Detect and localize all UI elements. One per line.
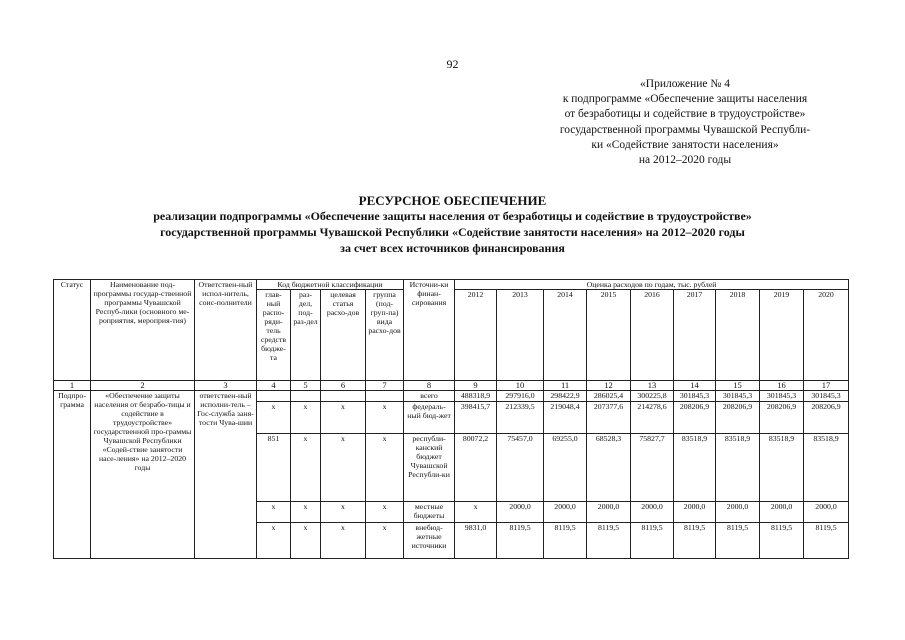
- column-number: 5: [291, 381, 321, 391]
- column-number: 12: [587, 381, 631, 391]
- column-number: 1: [54, 381, 91, 391]
- appendix-header: [520, 77, 850, 168]
- document-subtitle: за счет всех источников финансирования: [340, 241, 565, 255]
- cell-csr: x: [321, 434, 366, 502]
- cell-value: 297916,0: [497, 391, 544, 402]
- cell-value: 208206,9: [804, 402, 849, 434]
- cell-value: 2000,0: [760, 502, 804, 523]
- cell-value: 286025,4: [587, 391, 631, 402]
- header-estimate: Оценка расходов по годам, тыс. рублей: [455, 280, 849, 290]
- column-number: 16: [760, 381, 804, 391]
- header-csr: целевая статья расхо-дов: [321, 290, 366, 381]
- cell-grbs: x: [257, 523, 291, 559]
- table-header-row: [54, 280, 849, 290]
- document-subtitle: реализации подпрограммы «Обеспечение защиты населения от безработицы и содействие в трудоустройстве»: [153, 209, 752, 223]
- cell-source: всего: [404, 391, 455, 402]
- cell-rzpr: x: [291, 502, 321, 523]
- cell-value: 83518,9: [716, 434, 760, 502]
- header-grbs: глав-ный распо-ряди-тель средств бюдже-та: [257, 290, 291, 381]
- cell-value: 75827,7: [631, 434, 674, 502]
- cell-rzpr: x: [291, 402, 321, 434]
- cell-grbs: x: [257, 502, 291, 523]
- cell-csr: x: [321, 523, 366, 559]
- header-year: 2018: [716, 290, 760, 381]
- header-sources: Источни-ки финан-сирования: [404, 280, 455, 381]
- cell-value: 2000,0: [716, 502, 760, 523]
- cell-value: 301845,3: [716, 391, 760, 402]
- cell-value: 298422,9: [544, 391, 587, 402]
- cell-value: 8119,5: [544, 523, 587, 559]
- cell-vr: x: [366, 434, 404, 502]
- header-year: 2012: [455, 290, 497, 381]
- header-name: Наименование под-программы государ-ственной программы Чувашской Респуб-лики (основного ме-роприятия, мероприя-тия): [91, 280, 195, 381]
- program-responsible: ответствен-ный исполни-тель – Гос-служба заня-тости Чува-шии: [195, 391, 257, 559]
- column-number: 6: [321, 381, 366, 391]
- column-number: 15: [716, 381, 760, 391]
- cell-value: 2000,0: [587, 502, 631, 523]
- cell-value: 301845,3: [760, 391, 804, 402]
- header-year: 2019: [760, 290, 804, 381]
- resource-table: [53, 279, 849, 559]
- column-number: 7: [366, 381, 404, 391]
- cell-value: 2000,0: [497, 502, 544, 523]
- column-number: 2: [91, 381, 195, 391]
- cell-value: 80072,2: [455, 434, 497, 502]
- header-year: 2013: [497, 290, 544, 381]
- header-responsible: Ответствен-ный испол-нитель, соис-полнители: [195, 280, 257, 381]
- column-number: 4: [257, 381, 291, 391]
- cell-value: 8119,5: [716, 523, 760, 559]
- header-status: Статус: [54, 280, 91, 381]
- column-number: 3: [195, 381, 257, 391]
- cell-vr: x: [366, 523, 404, 559]
- cell-value: 208206,9: [674, 402, 716, 434]
- appendix-line: к подпрограмме «Обеспечение защиты населения: [562, 93, 808, 106]
- cell-source: внебюд-жетные источники: [404, 523, 455, 559]
- column-number: 14: [674, 381, 716, 391]
- cell-value: 212339,5: [497, 402, 544, 434]
- header-rzpr: раз-дел, под-раз-дел: [291, 290, 321, 381]
- cell-value: 8119,5: [804, 523, 849, 559]
- cell-source: местные бюджеты: [404, 502, 455, 523]
- cell-value: x: [455, 502, 497, 523]
- page-number: 92: [446, 57, 459, 71]
- cell-rzpr: [291, 391, 321, 402]
- cell-value: 75457,0: [497, 434, 544, 502]
- column-number-row: [54, 381, 849, 391]
- header-year: 2017: [674, 290, 716, 381]
- cell-value: 214278,6: [631, 402, 674, 434]
- cell-value: 208206,9: [716, 402, 760, 434]
- appendix-line: «Приложение № 4: [640, 78, 730, 90]
- appendix-line: на 2012–2020 годы: [638, 154, 732, 167]
- cell-value: 301845,3: [804, 391, 849, 402]
- document-subtitle: государственной программы Чувашской Республики «Содействие занятости населения» на 2012–2020 годы: [160, 225, 745, 239]
- document-title: РЕСУРСНОЕ ОБЕСПЕЧЕНИЕ: [358, 193, 547, 208]
- column-number: 8: [404, 381, 455, 391]
- cell-source: федераль-ный бюд-жет: [404, 402, 455, 434]
- header-year: 2014: [544, 290, 587, 381]
- cell-value: 2000,0: [674, 502, 716, 523]
- cell-value: 9831,0: [455, 523, 497, 559]
- cell-value: 2000,0: [544, 502, 587, 523]
- header-year: 2015: [587, 290, 631, 381]
- cell-value: 83518,9: [804, 434, 849, 502]
- cell-source: республи-канский бюджет Чувашской Республи-ки: [404, 434, 455, 502]
- cell-value: 68528,3: [587, 434, 631, 502]
- header-vr: группа (под-груп-па) вида расхо-дов: [366, 290, 404, 381]
- header-year: 2020: [804, 290, 849, 381]
- cell-value: 8119,5: [631, 523, 674, 559]
- cell-rzpr: x: [291, 523, 321, 559]
- cell-value: 2000,0: [631, 502, 674, 523]
- cell-csr: x: [321, 502, 366, 523]
- cell-grbs: x: [257, 402, 291, 434]
- cell-value: 8119,5: [674, 523, 716, 559]
- column-number: 17: [804, 381, 849, 391]
- column-number: 10: [497, 381, 544, 391]
- appendix-line: от безработицы и содействие в трудоустройстве»: [564, 108, 806, 121]
- column-number: 11: [544, 381, 587, 391]
- cell-grbs: [257, 391, 291, 402]
- program-status: Подпро-грамма: [54, 391, 91, 559]
- cell-value: 83518,9: [760, 434, 804, 502]
- cell-value: 69255,0: [544, 434, 587, 502]
- cell-value: 8119,5: [497, 523, 544, 559]
- cell-csr: [321, 391, 366, 402]
- header-budget-code: Код бюджетной классификации: [257, 280, 404, 290]
- cell-value: 207377,6: [587, 402, 631, 434]
- table-row: [54, 391, 849, 402]
- program-name: «Обеспечение защиты населения от безрабо-тицы и содействие в трудоустройстве» государственной про-граммы Чувашской Республики «Содей-ствие занятости насе-ления» на 2012–2020 годы: [91, 391, 195, 559]
- cell-grbs: 851: [257, 434, 291, 502]
- cell-vr: x: [366, 502, 404, 523]
- cell-value: 219048,4: [544, 402, 587, 434]
- cell-csr: x: [321, 402, 366, 434]
- cell-rzpr: x: [291, 434, 321, 502]
- appendix-line: государственной программы Чувашской Республи-: [559, 123, 811, 136]
- header-year: 2016: [631, 290, 674, 381]
- cell-vr: [366, 391, 404, 402]
- cell-value: 398415,7: [455, 402, 497, 434]
- cell-value: 83518,9: [674, 434, 716, 502]
- column-number: 13: [631, 381, 674, 391]
- column-number: 9: [455, 381, 497, 391]
- cell-value: 2000,0: [804, 502, 849, 523]
- cell-value: 8119,5: [760, 523, 804, 559]
- cell-value: 488318,9: [455, 391, 497, 402]
- cell-value: 300225,8: [631, 391, 674, 402]
- appendix-line: ки «Содействие занятости населения»: [591, 138, 779, 151]
- cell-value: 208206,9: [760, 402, 804, 434]
- cell-vr: x: [366, 402, 404, 434]
- cell-value: 8119,5: [587, 523, 631, 559]
- cell-value: 301845,3: [674, 391, 716, 402]
